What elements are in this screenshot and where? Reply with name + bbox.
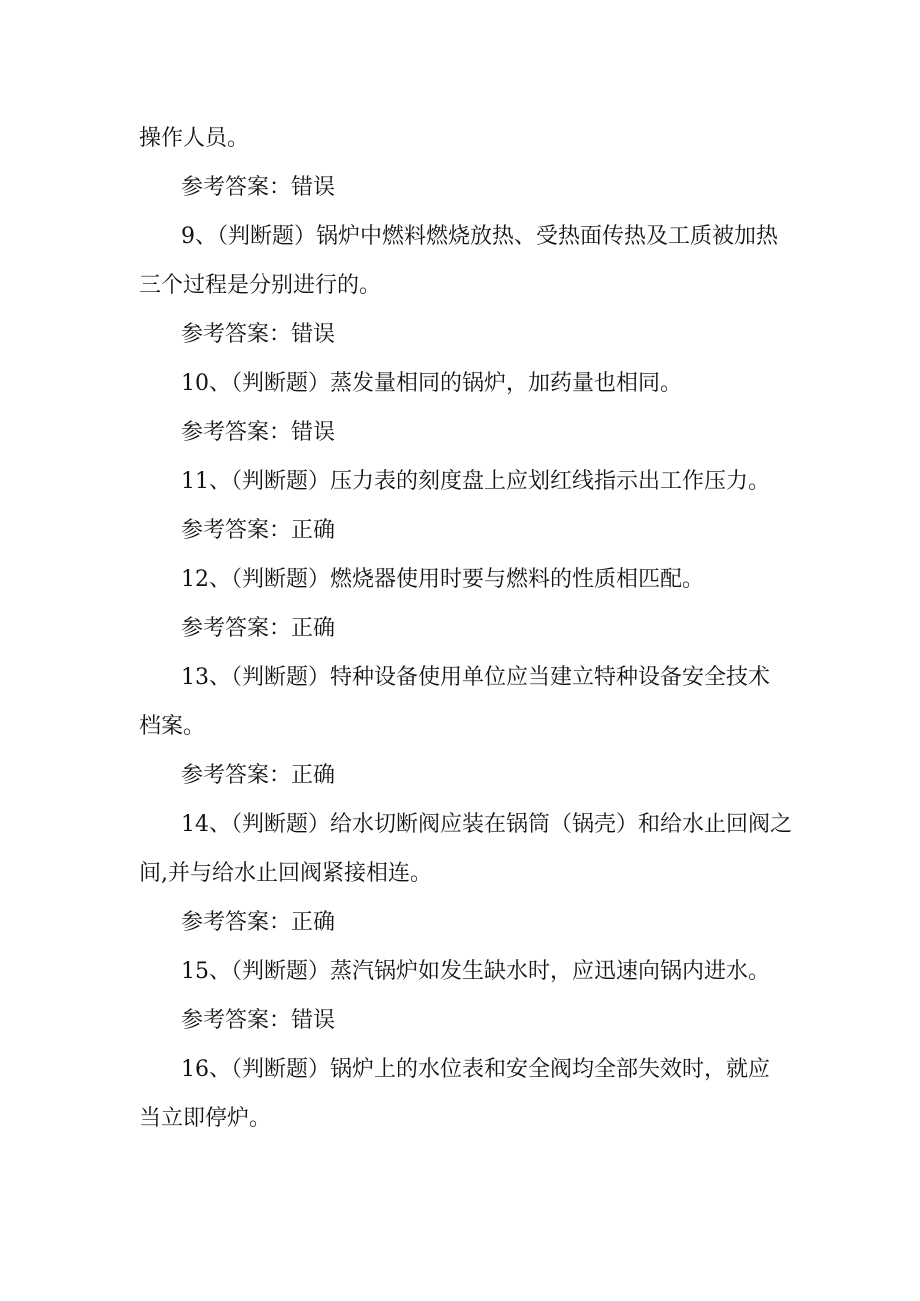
answer-line: 参考答案：正确 <box>181 518 336 543</box>
answer-line: 参考答案：错误 <box>181 420 336 445</box>
answer-line: 参考答案：正确 <box>181 616 336 641</box>
text-line: 当立即停炉。 <box>139 1106 272 1131</box>
answer-line: 参考答案：正确 <box>181 763 336 788</box>
answer-line: 参考答案：错误 <box>181 322 336 347</box>
answer-line: 参考答案：错误 <box>181 175 336 200</box>
question-line: 16、（判断题）锅炉上的水位表和安全阀均全部失效时，就应 <box>181 1057 770 1082</box>
question-line: 14、（判断题）给水切断阀应装在锅筒（锅壳）和给水止回阀之 <box>181 812 792 837</box>
text-line: 档案。 <box>139 714 206 739</box>
question-line: 11、（判断题）压力表的刻度盘上应划红线指示出工作压力。 <box>181 469 770 494</box>
question-line: 9、（判断题）锅炉中燃料燃烧放热、受热面传热及工质被加热 <box>181 224 778 249</box>
question-line: 12、（判断题）燃烧器使用时要与燃料的性质相匹配。 <box>181 567 704 592</box>
question-line: 15、（判断题）蒸汽锅炉如发生缺水时，应迅速向锅内进水。 <box>181 959 770 984</box>
answer-line: 参考答案：正确 <box>181 910 336 935</box>
text-line: 操作人员。 <box>139 126 250 151</box>
answer-line: 参考答案：错误 <box>181 1008 336 1033</box>
question-line: 10、（判断题）蒸发量相同的锅炉，加药量也相同。 <box>181 371 682 396</box>
text-line: 三个过程是分别进行的。 <box>139 273 382 298</box>
question-line: 13、（判断题）特种设备使用单位应当建立特种设备安全技术 <box>181 665 770 690</box>
text-line: 间,并与给水止回阀紧接相连。 <box>139 861 432 886</box>
